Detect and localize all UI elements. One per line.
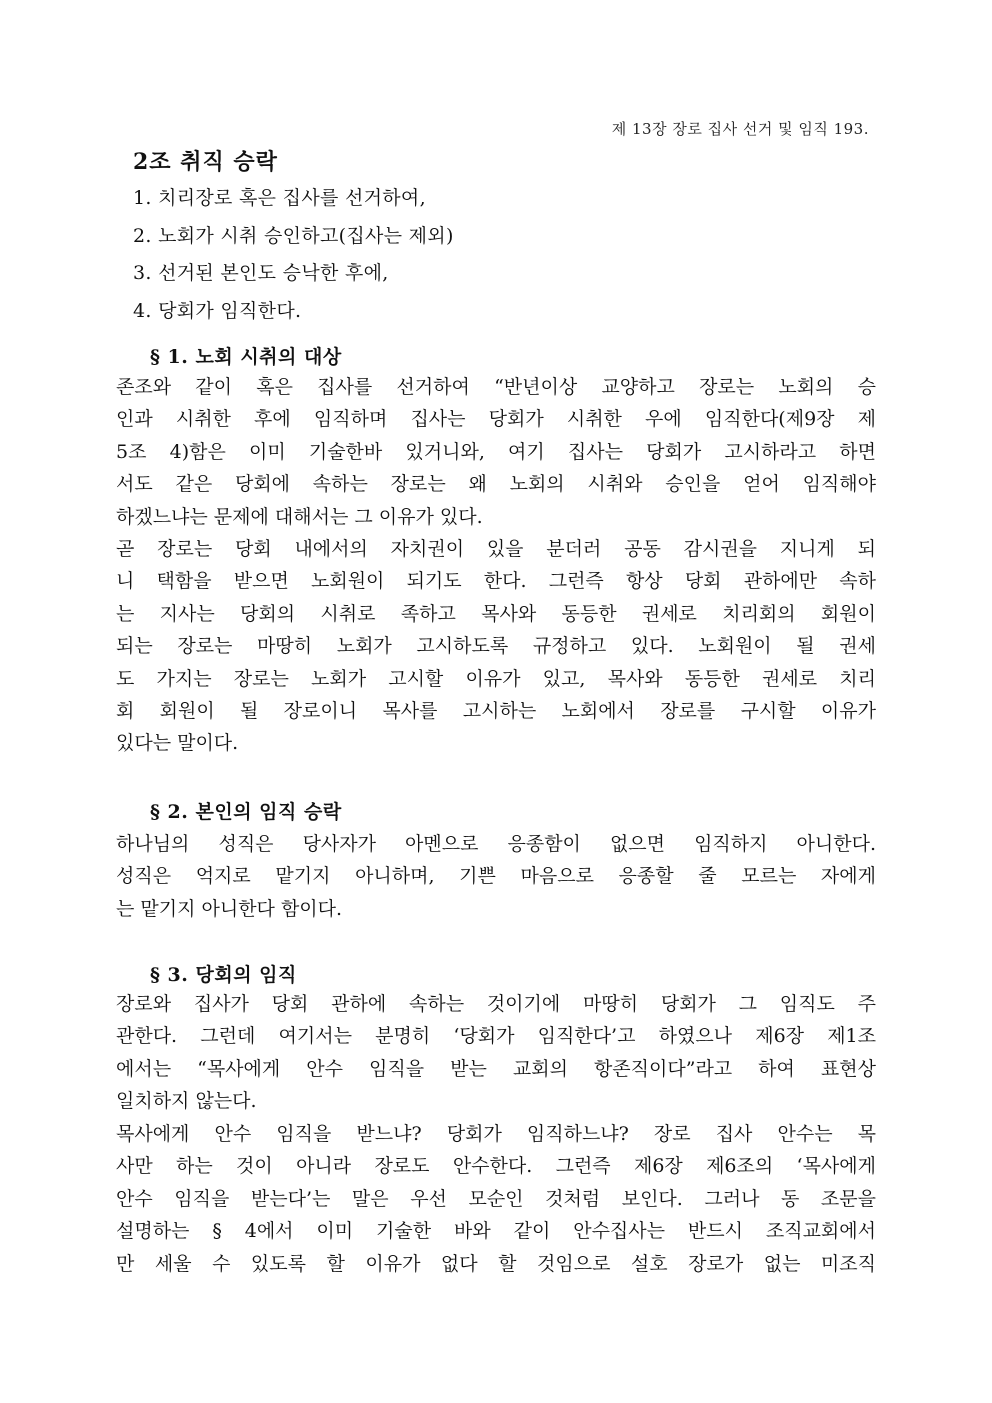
section-heading: § 3. 당회의 임직: [150, 964, 297, 986]
text-line: 인과 시취한 후에 임직하며 집사는 당회가 시취한 우에 임직한다(제9장 제: [116, 408, 876, 431]
text-line: 장로와 집사가 당회 관하에 속하는 것이기에 마땅히 당회가 그 임직도 주: [116, 993, 876, 1015]
text-line: 관한다. 그런데 여기서는 분명히 ‘당회가 임직한다’고 하였으나 제6장 제1조: [116, 1025, 876, 1048]
text-line: 목사에게 안수 임직을 받느냐? 당회가 임직하느냐? 장로 집사 안수는 목: [116, 1123, 876, 1145]
list-item: 3. 선거된 본인도 승낙한 후에,: [133, 262, 389, 284]
text-line: 되는 장로는 마땅히 노회가 고시하도록 규정하고 있다. 노회원이 될 권세: [116, 635, 876, 658]
text-line: 5조 4)함은 이미 기술한바 있거니와, 여기 집사는 당회가 고시하라고 하면: [116, 440, 876, 463]
text-line: 도 가지는 장로는 노회가 고시할 이유가 있고, 목사와 동등한 권세로 치리: [116, 667, 876, 690]
article-title: 2조 취직 승락: [133, 149, 278, 175]
paragraph: [116, 988, 876, 1118]
paragraph: [116, 371, 876, 533]
paragraph: [116, 828, 876, 925]
text-line: 설명하는 § 4에서 이미 기술한 바와 같이 안수집사는 반드시 조직교회에서: [116, 1220, 876, 1243]
article-item-list: [133, 180, 454, 330]
text-line: 는 지사는 당회의 시취로 족하고 목사와 동등한 권세로 치리회의 회원이: [116, 602, 876, 625]
text-line: 하겠느냐는 문제에 대해서는 그 이유가 있다.: [116, 505, 483, 528]
text-line: 일치하지 않는다.: [116, 1090, 257, 1113]
text-line: 안수 임직을 받는다’는 말은 우선 모순인 것처럼 보인다. 그러나 동 조문을: [116, 1187, 876, 1210]
text-line: 에서는 “목사에게 안수 임직을 받는 교회의 항존직이다”라고 하여 표현상: [116, 1057, 876, 1080]
running-header: 제 13장 장로 집사 선거 및 임직 193.: [611, 120, 869, 138]
text-line: 곧 장로는 당회 내에서의 자치권이 있을 분더러 공동 감시권을 지니게 되: [116, 538, 876, 560]
text-line: 하나님의 성직은 당사자가 아멘으로 응종함이 없으면 임직하지 아니한다.: [116, 833, 876, 855]
text-line: 만 세울 수 있도록 할 이유가 없다 할 것임으로 설호 장로가 없는 미조직: [116, 1252, 876, 1275]
paragraph: [116, 1118, 876, 1280]
text-line: 니 택함을 받으면 노회원이 되기도 한다. 그런즉 항상 당회 관하에만 속하: [116, 570, 876, 593]
list-item: 1. 치리장로 혹은 집사를 선거하여,: [133, 187, 426, 209]
text-line: 성직은 억지로 맡기지 아니하며, 기쁜 마음으로 응종할 줄 모르는 자에게: [116, 865, 876, 888]
list-item: 2. 노회가 시취 승인하고(집사는 제외): [133, 224, 454, 247]
text-line: 사만 하는 것이 아니라 장로도 안수한다. 그런즉 제6장 제6조의 ‘목사에게: [116, 1155, 876, 1178]
paragraph: [116, 533, 876, 760]
section-heading: § 2. 본인의 임직 승락: [150, 801, 342, 823]
list-item: 4. 당회가 임직한다.: [133, 299, 302, 322]
section-heading: § 1. 노회 시취의 대상: [150, 346, 342, 368]
text-line: 존조와 같이 혹은 집사를 선거하여 “반년이상 교양하고 장로는 노회의 승: [116, 376, 876, 398]
text-line: 회 회원이 될 장로이니 목사를 고시하는 노회에서 장로를 구시할 이유가: [116, 699, 876, 722]
text-line: 서도 같은 당회에 속하는 장로는 왜 노회의 시취와 승인을 얻어 임직해야: [116, 473, 876, 496]
text-line: 있다는 말이다.: [116, 732, 239, 755]
text-line: 는 맡기지 아니한다 함이다.: [116, 897, 343, 920]
